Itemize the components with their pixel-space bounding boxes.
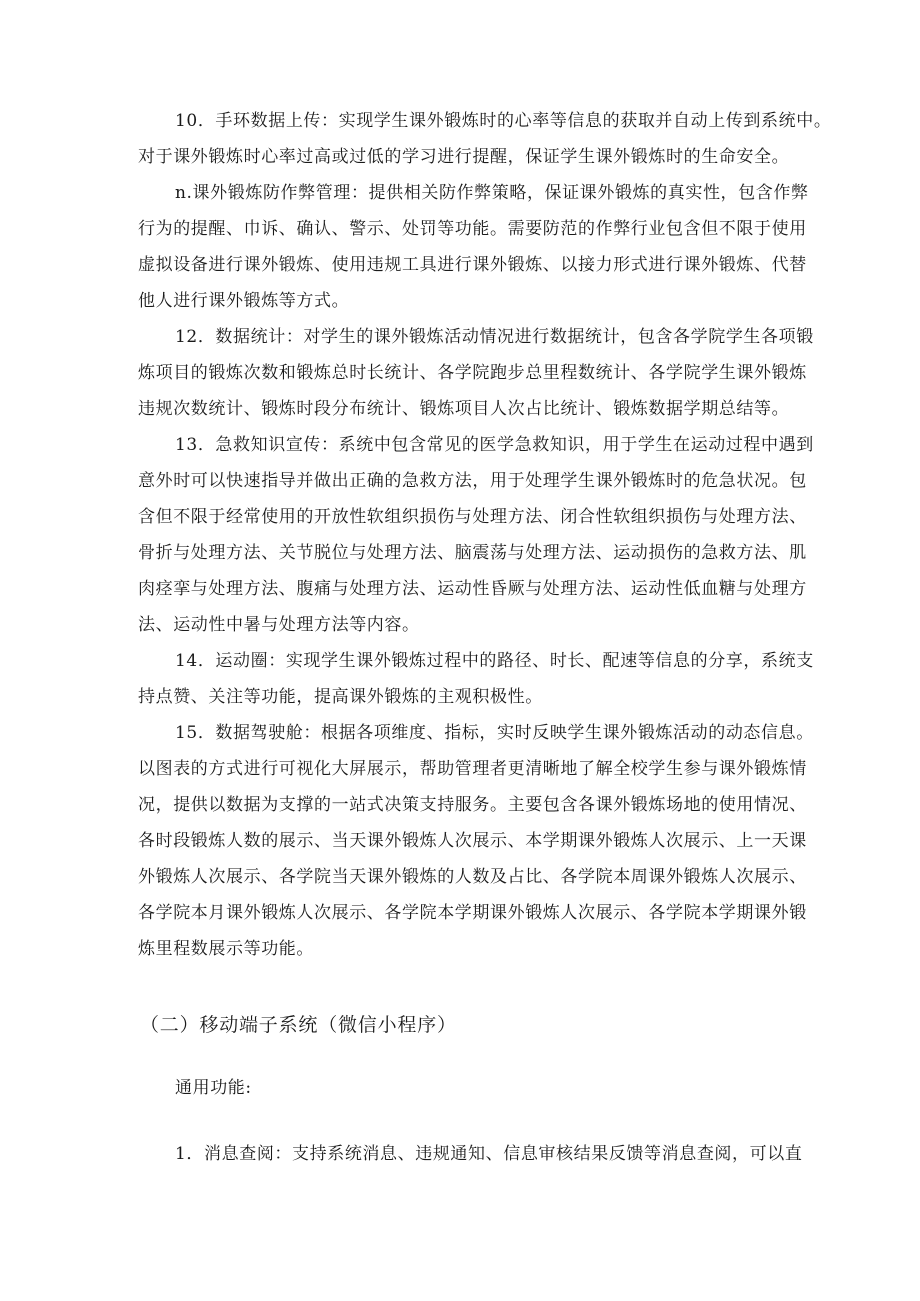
paragraph-11-line-2: 行为的提醒、巾诉、确认、警示、处罚等功能。需要防范的作弊行业包含但不限于使用 bbox=[138, 219, 807, 239]
paragraph-14-line-1: 14．运动圈：实现学生课外锻炼过程中的路径、时长、配速等信息的分享，系统支 bbox=[175, 651, 814, 671]
paragraph-15-line-7: 炼里程数展示等功能。 bbox=[138, 939, 314, 959]
paragraph-15-line-6: 各学院本月课外锻炼人次展示、各学院本学期课外锻炼人次展示、各学院本学期课外锻 bbox=[138, 903, 807, 923]
paragraph-13-line-2: 意外时可以快速指导并做出正确的急救方法，用于处理学生课外锻炼时的危急状况。包 bbox=[138, 471, 807, 491]
paragraph-12-line-3: 违规次数统计、锻炼时段分布统计、锻炼项目人次占比统计、锻炼数据学期总结等。 bbox=[138, 399, 790, 419]
paragraph-15-line-3: 况，提供以数据为支撑的一站式决策支持服务。主要包含各课外锻炼场地的使用情况、 bbox=[138, 795, 807, 815]
paragraph-14-line-2: 持点赞、关注等功能，提高课外锻炼的主观积极性。 bbox=[138, 687, 543, 707]
paragraph-13-line-3: 含但不限于经常使用的开放性软组织损伤与处理方法、闭合性软组织损伤与处理方法、 bbox=[138, 507, 807, 527]
paragraph-13-line-1: 13．急救知识宣传：系统中包含常见的医学急救知识，用于学生在运动过程中遇到 bbox=[175, 435, 814, 455]
paragraph-11-line-4: 他人进行课外锻炼等方式。 bbox=[138, 291, 350, 311]
paragraph-15-line-2: 以图表的方式进行可视化大屏展示，帮助管理者更清晰地了解全校学生参与课外锻炼情 bbox=[138, 759, 807, 779]
paragraph-1-line-1: 1．消息查阅：支持系统消息、违规通知、信息审核结果反馈等消息查阅，可以直 bbox=[175, 1144, 803, 1164]
paragraph-11-line-3: 虚拟设备进行课外锻炼、使用违规工具进行课外锻炼、以接力形式进行课外锻炼、代替 bbox=[138, 255, 807, 275]
paragraph-10-line-1: 10．手环数据上传：实现学生课外锻炼时的心率等信息的获取并自动上传到系统中。 bbox=[175, 111, 832, 131]
paragraph-12-line-1: 12．数据统计：对学生的课外锻炼活动情况进行数据统计，包含各学院学生各项锻 bbox=[175, 327, 814, 347]
paragraph-15-line-5: 外锻炼人次展示、各学院当天课外锻炼的人数及占比、各学院本周课外锻炼人次展示、 bbox=[138, 867, 807, 887]
paragraph-13-line-5: 肉痉挛与处理方法、腹痛与处理方法、运动性昏厥与处理方法、运动性低血糖与处理方 bbox=[138, 579, 807, 599]
paragraph-11-line-1: n.课外锻炼防作弊管理：提供相关防作弊策略，保证课外锻炼的真实性，包含作弊 bbox=[175, 183, 809, 203]
paragraph-15-line-1: 15．数据驾驶舱：根据各项维度、指标，实时反映学生课外锻炼活动的动态信息。 bbox=[175, 723, 814, 743]
paragraph-15-line-4: 各时段锻炼人数的展示、当天课外锻炼人次展示、本学期课外锻炼人次展示、上一天课 bbox=[138, 831, 807, 851]
paragraph-10-line-2: 对于课外锻炼时心率过高或过低的学习进行提醒，保证学生课外锻炼时的生命安全。 bbox=[138, 147, 790, 167]
paragraph-13-line-4: 骨折与处理方法、关节脱位与处理方法、脑震荡与处理方法、运动损伤的急救方法、肌 bbox=[138, 543, 807, 563]
paragraph-12-line-2: 炼项目的锻炼次数和锻炼总时长统计、各学院跑步总里程数统计、各学院学生课外锻炼 bbox=[138, 363, 807, 383]
section-heading: （二）移动端子系统（微信小程序） bbox=[140, 1014, 457, 1036]
subheading: 通用功能: bbox=[175, 1078, 252, 1098]
paragraph-13-line-6: 法、运动性中暑与处理方法等内容。 bbox=[138, 615, 420, 635]
